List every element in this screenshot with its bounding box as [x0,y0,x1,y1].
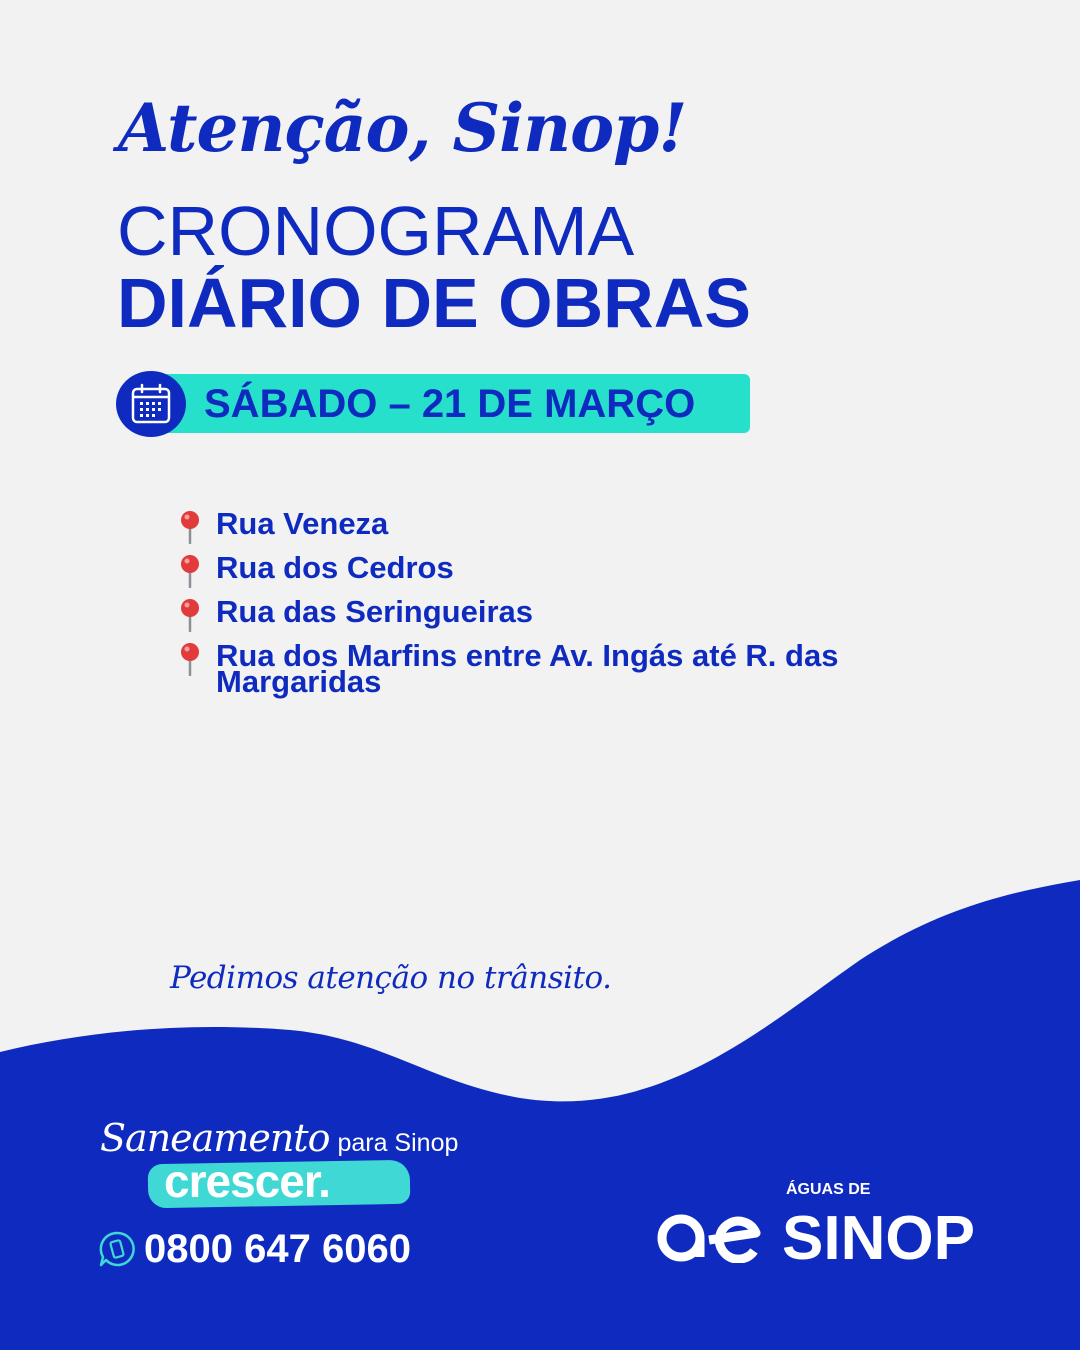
calendar-icon [116,371,186,437]
greeting-heading: Atenção, Sinop! [118,89,687,167]
ae-logo [655,1213,763,1268]
brand-name: SINOP [782,1204,975,1273]
title-line-1: CRONOGRAMA [117,192,635,270]
round-pushpin-icon [178,510,202,549]
slogan-para: para Sinop [337,1129,459,1157]
slogan-script: Saneamento [100,1116,330,1160]
street-name: Rua dos Cedros [216,550,454,585]
traffic-notice: Pedimos atenção no trânsito. [170,960,612,996]
list-item [178,550,938,585]
title-line-2: DIÁRIO DE OBRAS [117,264,751,342]
slogan-badge-text: crescer. [164,1155,330,1207]
list-item [178,638,938,699]
round-pushpin-icon [178,642,202,681]
list-item [178,594,938,629]
street-name: Rua dos Marfins entre Av. Ingás até R. das Margaridas [216,638,839,699]
street-name: Rua das Seringueiras [216,594,534,629]
phone-number: 0800 647 6060 [144,1227,411,1271]
slogan-badge [148,1155,410,1208]
list-item [178,506,938,541]
brand-prefix: ÁGUAS DE [786,1181,871,1198]
round-pushpin-icon [178,598,202,637]
date-text: SÁBADO – 21 DE MARÇO [204,382,696,426]
whatsapp-icon [98,1230,136,1273]
street-name: Rua Veneza [216,506,389,541]
street-list [178,506,938,708]
round-pushpin-icon [178,554,202,593]
